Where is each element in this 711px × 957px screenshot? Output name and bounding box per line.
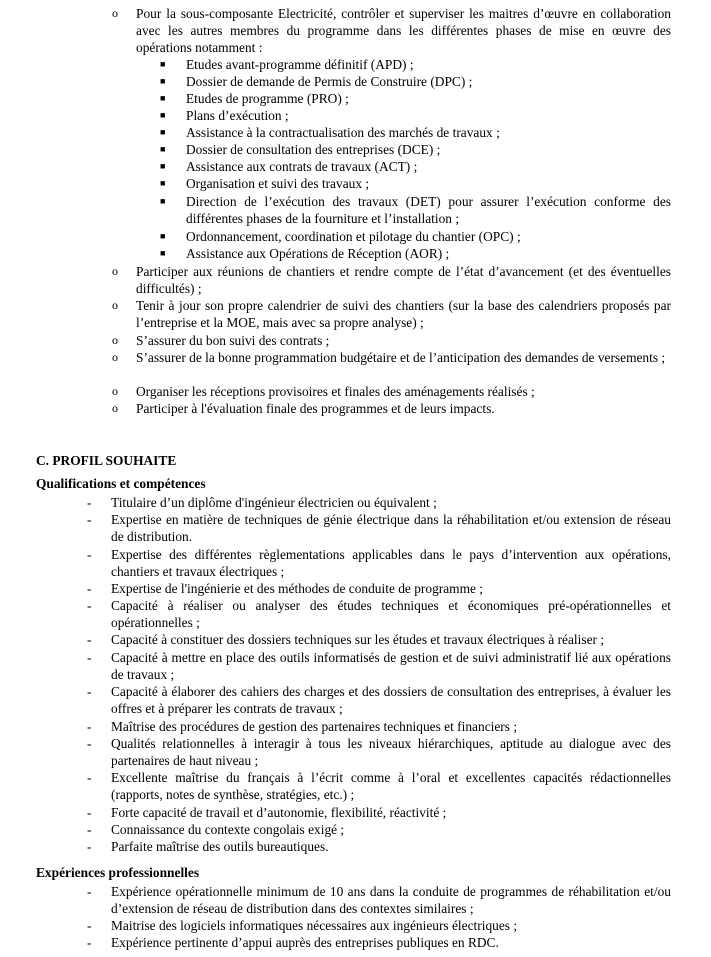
qualification-item-text: Capacité à mettre en place des outils informatisés de gestion et de suivi administratif lié aux opérations de travaux ; [111,650,671,682]
dash-bullet-icon: - [87,935,92,950]
square-bullet-icon: ■ [160,178,166,188]
circle-bullet-icon: o [112,298,118,312]
dash-bullet-icon: - [87,684,92,699]
qualifications-heading: Qualifications et compétences [36,476,206,491]
dash-bullet-icon: - [87,632,92,647]
sub-list-item-text: Assistance à la contractualisation des marchés de travaux ; [186,125,500,140]
dash-bullet-icon: - [87,495,92,510]
dash-bullet-icon: - [87,650,92,665]
list-item-text: Tenir à jour son propre calendrier de suivi des chantiers (sur la base des calendriers proposés par l’entreprise et la MOE, mais avec sa propre analyse) ; [136,298,671,330]
sub-list-item-text: Plans d’exécution ; [186,108,289,123]
circle-bullet-icon: o [112,401,118,415]
dash-bullet-icon: - [87,839,92,854]
dash-bullet-icon: - [87,884,92,899]
sub-list-item-text: Dossier de consultation des entreprises (DCE) ; [186,142,441,157]
dash-bullet-icon: - [87,547,92,562]
list-item-text: Participer à l'évaluation finale des programmes et de leurs impacts. [136,401,495,416]
qualification-item-text: Expertise en matière de techniques de génie électrique dans la réhabilitation et/ou extension de réseau de distribution. [111,512,671,544]
dash-bullet-icon: - [87,736,92,751]
circle-bullet-icon: o [112,384,118,398]
sub-list-item-text: Organisation et suivi des travaux ; [186,176,370,191]
list-item-text: S’assurer du bon suivi des contrats ; [136,333,330,348]
square-bullet-icon: ■ [160,59,166,69]
qualification-item-text: Forte capacité de travail et d’autonomie, flexibilité, réactivité ; [111,805,447,820]
qualification-item-text: Titulaire d’un diplôme d'ingénieur électricien ou équivalent ; [111,495,437,510]
circle-bullet-icon: o [112,264,118,278]
list-item-text: Participer aux réunions de chantiers et rendre compte de l’état d’avancement (et des éventuelles difficultés) ; [136,264,671,296]
square-bullet-icon: ■ [160,110,166,120]
section-title: C. PROFIL SOUHAITE [36,453,177,468]
circle-bullet-icon: o [112,333,118,347]
square-bullet-icon: ■ [160,93,166,103]
qualification-item-text: Capacité à élaborer des cahiers des charges et des dossiers de consultation des entreprises, à évaluer les offres et à préparer les contrats de travaux ; [111,684,671,716]
list-item-text: Pour la sous-composante Electricité, contrôler et superviser les maitres d’œuvre en collaboration avec les autres membres du programme dans les différentes phases de mise en œuvre des opérations notamment : [136,6,671,55]
dash-bullet-icon: - [87,918,92,933]
square-bullet-icon: ■ [160,161,166,171]
qualification-item-text: Qualités relationnelles à interagir à tous les niveaux hiérarchiques, aptitude au dialogue avec des partenaires de haut niveau ; [111,736,671,768]
circle-bullet-icon: o [112,350,118,364]
square-bullet-icon: ■ [160,231,166,241]
sub-list-item-text: Etudes de programme (PRO) ; [186,91,349,106]
dash-bullet-icon: - [87,719,92,734]
dash-bullet-icon: - [87,598,92,613]
list-item-text: Organiser les réceptions provisoires et finales des aménagements réalisés ; [136,384,535,399]
qualification-item-text: Parfaite maîtrise des outils bureautiques. [111,839,329,854]
square-bullet-icon: ■ [160,196,166,206]
qualification-item-text: Connaissance du contexte congolais exigé ; [111,822,345,837]
sub-list-item-text: Etudes avant-programme définitif (APD) ; [186,57,414,72]
qualification-item-text: Excellente maîtrise du français à l’écrit comme à l’oral et excellentes capacités rédactionnelles (rapports, notes de synthèse, stratégies, etc.) ; [111,770,671,802]
qualification-item-text: Expertise des différentes règlementations applicables dans le pays d’intervention aux opérations, chantiers et travaux électriques ; [111,547,671,579]
dash-bullet-icon: - [87,770,92,785]
sub-list-item-text: Dossier de demande de Permis de Construire (DPC) ; [186,74,473,89]
qualification-item-text: Capacité à réaliser ou analyser des études techniques et économiques pré-opérationnelles et opérationnelles ; [111,598,671,630]
sub-list-item-text: Assistance aux Opérations de Réception (AOR) ; [186,246,450,261]
dash-bullet-icon: - [87,822,92,837]
experience-item-text: Maitrise des logiciels informatiques nécessaires aux ingénieurs électriques ; [111,918,518,933]
qualification-item-text: Capacité à constituer des dossiers techniques sur les études et travaux électriques à réaliser ; [111,632,605,647]
square-bullet-icon: ■ [160,76,166,86]
experiences-heading: Expériences professionnelles [36,865,200,880]
square-bullet-icon: ■ [160,127,166,137]
square-bullet-icon: ■ [160,144,166,154]
dash-bullet-icon: - [87,805,92,820]
experience-item-text: Expérience pertinente d’appui auprès des entreprises publiques en RDC. [111,935,499,950]
dash-bullet-icon: - [87,581,92,596]
dash-bullet-icon: - [87,512,92,527]
qualification-item-text: Maîtrise des procédures de gestion des partenaires techniques et financiers ; [111,719,518,734]
sub-list-item-text: Ordonnancement, coordination et pilotage du chantier (OPC) ; [186,229,521,244]
qualification-item-text: Expertise de l'ingénierie et des méthodes de conduite de programme ; [111,581,484,596]
circle-bullet-icon: o [112,6,118,20]
square-bullet-icon: ■ [160,248,166,258]
sub-list-item-text: Assistance aux contrats de travaux (ACT) ; [186,159,418,174]
list-item-text: S’assurer de la bonne programmation budgétaire et de l’anticipation des demandes de versements ; [136,350,666,365]
experience-item-text: Expérience opérationnelle minimum de 10 ans dans la conduite de programmes de réhabilitation et/ou d’extension de réseau de distribution dans des contextes similaires ; [111,884,671,916]
sub-list-item-text: Direction de l’exécution des travaux (DET) pour assurer l’exécution conforme des différentes phases de la fourniture et l’installation ; [186,194,671,226]
